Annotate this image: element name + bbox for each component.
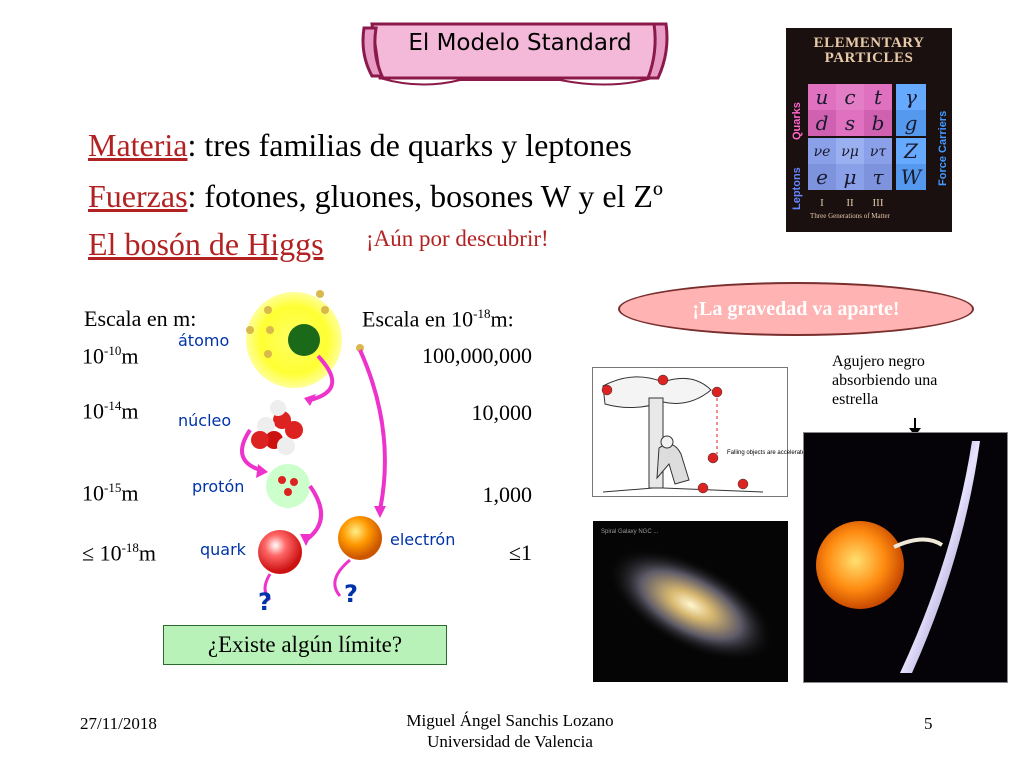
generation-2: II [846, 197, 854, 209]
force-carriers-label: Force Carriers [937, 110, 949, 186]
quarks-label: Quarks [791, 102, 803, 140]
particle-nu-mu: νμ [841, 144, 859, 160]
particle-s: s [844, 111, 856, 135]
term-fuerzas[interactable]: Fuerzas [88, 178, 188, 214]
scale-right-quark: ≤1 [508, 540, 532, 565]
generations-caption: Three Generations of Matter [810, 212, 890, 220]
particle-c: c [844, 85, 856, 109]
term-materia[interactable]: Materia [88, 127, 188, 163]
scale-left-nucleus: $10^{-14}m$ [82, 398, 139, 424]
proton-shape [266, 464, 310, 508]
scale-right-nucleus: 10,000 [471, 400, 532, 425]
newton-apple-image [592, 367, 809, 497]
scale-left-quark: ≤ $10^{-18}m$ [82, 540, 157, 566]
bullet-materia [88, 127, 632, 164]
scale-right-header: Escala en $10^{-18}m$: [362, 306, 514, 332]
limit-question-box: ¿Existe algún límite? [163, 625, 447, 665]
particle-z: Z [904, 139, 918, 163]
bullet-materia-text: : tres familias de quarks y leptones [187, 127, 632, 163]
label-proton: protón [192, 477, 245, 496]
bullet-fuerzas-text: : fotones, gluones, bosones W y el Zº [187, 178, 663, 214]
scale-right-proton: 1,000 [482, 482, 532, 507]
label-quark: quark [200, 540, 246, 559]
particle-gamma: γ [905, 85, 917, 109]
gravity-oval: ¡La gravedad va aparte! [618, 282, 974, 336]
spiral-galaxy-image [593, 521, 788, 682]
scale-left-header: Escala en m: [84, 306, 197, 331]
particle-mu: μ [843, 165, 857, 189]
scale-left-proton: $10^{-15}m$ [82, 480, 139, 506]
galaxy-caption: Spiral Galaxy NGC ... [601, 529, 659, 535]
nucleus-shape [251, 400, 303, 455]
particle-grid [786, 70, 952, 232]
label-nucleo: núcleo [178, 411, 232, 430]
scale-diagram [230, 290, 390, 620]
unknown-mark-electron: ? [344, 580, 358, 608]
footer-date: 27/11/2018 [80, 714, 157, 733]
generation-3: III [872, 197, 884, 209]
footer-author: Miguel Ángel Sanchis Lozano Universidad de Valencia [406, 711, 614, 751]
term-higgs[interactable]: El bosón de Higgs [88, 226, 324, 262]
scale-left-atom: $10^{-10}m$ [82, 343, 139, 369]
quark-shape [258, 530, 302, 574]
blackhole-image [803, 432, 1008, 683]
particle-nu-tau: ντ [869, 144, 887, 160]
particle-d: d [815, 111, 829, 135]
generation-1: I [820, 197, 824, 209]
newton-caption: Falling objects are accelerated [727, 450, 809, 456]
label-electron: electrón [390, 530, 456, 549]
bullet-fuerzas [88, 178, 663, 215]
particle-g: g [904, 111, 918, 135]
leptons-label: Leptons [791, 167, 803, 210]
particle-u: u [815, 85, 829, 109]
footer-page-number: 5 [924, 714, 933, 733]
electron-shape [338, 516, 382, 560]
slide-title: El Modelo Standard [408, 30, 632, 56]
label-atomo: átomo [178, 331, 230, 350]
particle-nu-e: νe [813, 144, 831, 160]
particle-w: W [900, 165, 922, 189]
poster-title: ELEMENTARY PARTICLES [813, 35, 925, 66]
particle-t: t [873, 85, 883, 109]
unknown-mark-quark: ? [258, 588, 272, 616]
particle-tau: τ [872, 165, 884, 189]
particle-b: b [871, 111, 885, 135]
scale-right-atom: 100,000,000 [422, 343, 532, 368]
blackhole-caption: Agujero negro absorbiendo una estrella [832, 353, 938, 408]
higgs-note: ¡Aún por descubrir! [366, 226, 549, 251]
particle-e: e [816, 165, 828, 189]
